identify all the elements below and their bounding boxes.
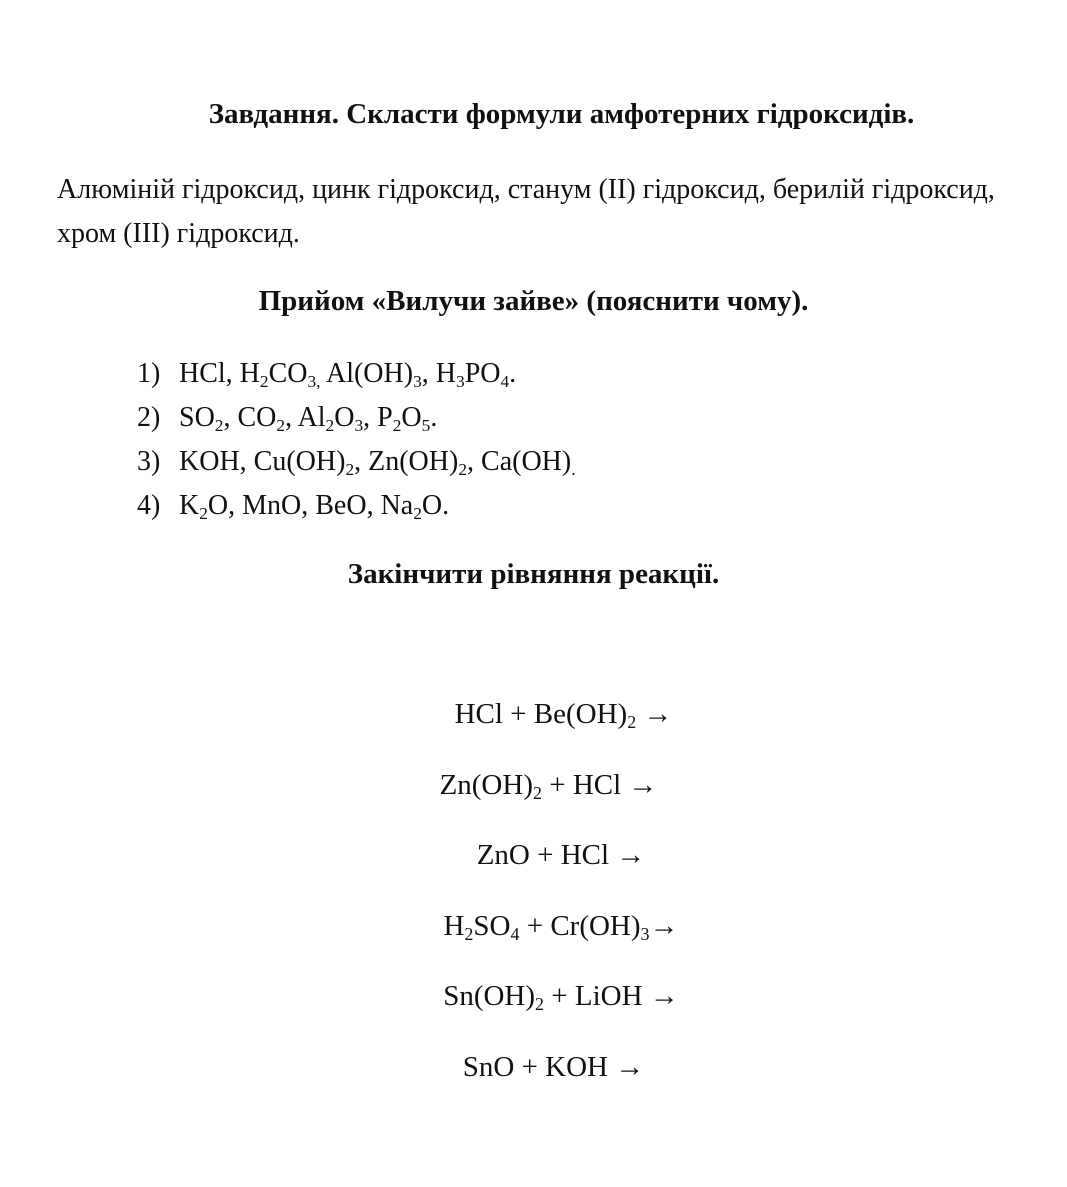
list-item <box>137 396 576 440</box>
list-item-number: 2) <box>137 402 161 433</box>
equation: $Sn(OH)_2$ + LiOH → <box>443 980 679 1015</box>
task-title: Завдання. Скласти формули амфотерних гідроксидів. <box>208 98 915 130</box>
equation: ZnO + HCl → <box>476 839 646 871</box>
equation: SnO + KOH → <box>462 1050 645 1083</box>
list-item-number: 1) <box>137 358 161 389</box>
list-item-formula: $SO_2$, $CO_2$, $Al_2O_3$, $P_2O_5$. <box>179 402 438 435</box>
list-item <box>137 440 576 484</box>
equation: HCl + $Be(OH)_2$ → <box>454 698 673 733</box>
list-item-formula: KOH, $Cu(OH)_2$, $Zn(OH)_2$, $Ca(OH)_.$ <box>179 446 576 479</box>
list-item-formula: HCl, $H_2CO_{3,}$ $Al(OH)_3$, $H_3PO_4$. <box>179 358 517 391</box>
list-item-number: 3) <box>137 446 161 477</box>
equations-list <box>0 692 1067 1115</box>
list-item <box>137 352 576 396</box>
odd-one-out-list <box>137 352 576 528</box>
equation: $H_2SO_4 + Cr(OH)_3\to$ <box>443 909 679 944</box>
reactions-title: Закінчити рівняння реакції. <box>347 558 720 590</box>
list-item <box>137 484 576 528</box>
task-text: Алюміній гідроксид, цинк гідроксид, станум (ІІ) гідроксид, берилій гідроксид, хром (ІІІ) гідроксид. <box>57 174 995 249</box>
list-item-formula: $K_2O$, MnO, BeO, $Na_2O$. <box>179 490 450 523</box>
list-item-number: 4) <box>137 490 161 521</box>
odd-one-out-title: Прийом «Вилучи зайве» (пояснити чому). <box>258 285 809 317</box>
equation: $Zn(OH)_2$ + HCl → <box>439 768 658 803</box>
